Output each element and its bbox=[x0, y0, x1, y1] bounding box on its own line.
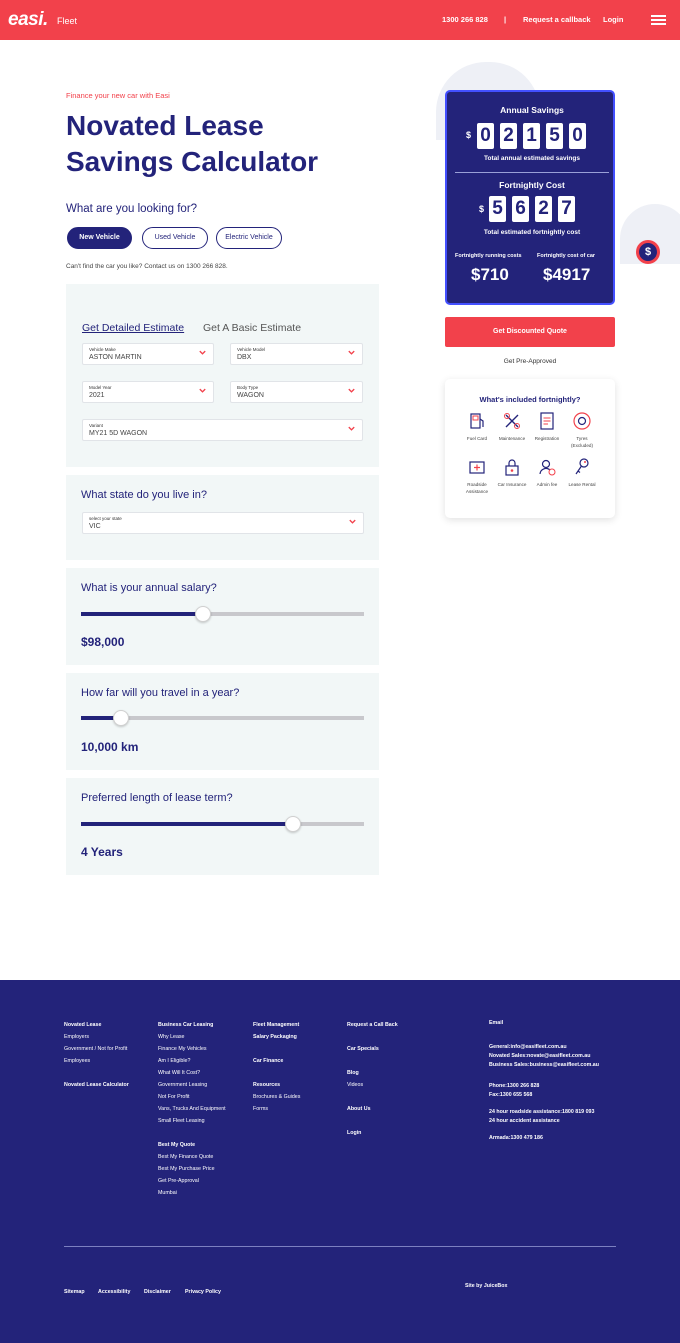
footer-link[interactable]: Vans, Trucks And Equipment bbox=[158, 1106, 226, 1112]
footer-link[interactable]: Employees bbox=[64, 1058, 91, 1064]
body-type-select[interactable] bbox=[230, 381, 363, 403]
footer-link[interactable]: What Will It Cost? bbox=[158, 1070, 201, 1076]
salary-question: What is your annual salary? bbox=[81, 582, 217, 594]
privacy-policy-link[interactable]: Privacy Policy bbox=[185, 1289, 221, 1295]
footer-link[interactable]: Am I Eligible? bbox=[158, 1058, 191, 1064]
field-label: Model Year bbox=[89, 385, 112, 390]
salary-value: $98,000 bbox=[81, 635, 125, 649]
tyre-icon bbox=[572, 411, 592, 431]
item-label: Registration bbox=[534, 436, 560, 441]
footer-link[interactable]: Salary Packaging bbox=[253, 1034, 297, 1040]
field-label: Vehicle Make bbox=[89, 347, 116, 352]
tab-detailed-estimate[interactable]: Get Detailed Estimate bbox=[82, 322, 185, 334]
footer-link[interactable]: Resources bbox=[253, 1082, 281, 1088]
annual-savings-title: Annual Savings bbox=[500, 105, 564, 115]
footer-col-fleet bbox=[253, 1022, 300, 1118]
footer-link[interactable]: Brochures & Guides bbox=[253, 1094, 301, 1100]
footer-link[interactable]: Best My Purchase Price bbox=[158, 1166, 215, 1172]
logo-sub: Fleet bbox=[57, 16, 78, 26]
footer-spacer bbox=[489, 1032, 599, 1044]
disclaimer-link[interactable]: Disclaimer bbox=[144, 1289, 171, 1295]
footer-link[interactable]: Videos bbox=[347, 1082, 364, 1088]
included-item bbox=[495, 457, 529, 488]
fortnight-digit: 5 bbox=[489, 196, 506, 222]
footer-armada[interactable]: Armada:1300 479 186 bbox=[489, 1135, 543, 1141]
field-value: DBX bbox=[237, 354, 252, 361]
footer-link[interactable]: Employers bbox=[64, 1034, 90, 1040]
chevron-down-icon bbox=[347, 424, 356, 433]
included-item bbox=[530, 411, 564, 442]
item-label: Roadside Assistance bbox=[465, 482, 489, 494]
slider-handle[interactable] bbox=[113, 710, 129, 726]
fortnightly-cost-sub: Total estimated fortnightly cost bbox=[483, 229, 581, 236]
footer-col-misc bbox=[347, 1022, 398, 1142]
footer-spacer bbox=[347, 1094, 398, 1106]
dollar-coin-icon[interactable]: $ bbox=[636, 240, 660, 264]
footer-spacer bbox=[253, 1046, 300, 1058]
electric-vehicle-button[interactable]: Electric Vehicle bbox=[216, 227, 282, 249]
footer-link[interactable]: Get Pre-Approval bbox=[158, 1178, 199, 1184]
savings-card bbox=[445, 90, 615, 305]
field-value: MY21 5D WAGON bbox=[89, 430, 148, 437]
footer-email-novated[interactable]: Novated Sales:novate@easifleet.com.au bbox=[489, 1053, 591, 1059]
annual-digit: 0 bbox=[477, 123, 494, 149]
field-label: Body Type bbox=[237, 385, 259, 390]
annual-digit: 2 bbox=[500, 123, 517, 149]
footer-link[interactable]: Request a Call Back bbox=[347, 1022, 398, 1028]
car-cost-value: $4917 bbox=[543, 265, 591, 284]
footer-spacer bbox=[347, 1034, 398, 1046]
included-item bbox=[530, 457, 564, 488]
get-discounted-quote-button[interactable]: Get Discounted Quote bbox=[445, 317, 615, 347]
footer-divider bbox=[64, 1246, 616, 1247]
included-item bbox=[460, 457, 494, 495]
fortnightly-cost-title: Fortnightly Cost bbox=[499, 180, 565, 190]
variant-select[interactable] bbox=[82, 419, 363, 441]
slider-fill bbox=[81, 822, 293, 826]
fortnight-digit: 7 bbox=[558, 196, 575, 222]
item-label: Maintenance bbox=[498, 436, 526, 441]
footer-spacer bbox=[158, 1130, 226, 1142]
get-pre-approved-link[interactable]: Get Pre-Approved bbox=[503, 358, 557, 365]
travel-slider[interactable] bbox=[81, 716, 364, 720]
footer-link[interactable]: Government / Not for Profit bbox=[64, 1046, 128, 1052]
annual-digit: 1 bbox=[523, 123, 540, 149]
footer-col-novated bbox=[64, 1022, 129, 1094]
state-select[interactable] bbox=[82, 512, 364, 534]
footer-link[interactable]: Novated Lease bbox=[64, 1022, 102, 1028]
footer-link[interactable]: Best My Finance Quote bbox=[158, 1154, 214, 1160]
footer-spacer bbox=[64, 1070, 129, 1082]
header-divider: | bbox=[504, 15, 507, 24]
registration-icon bbox=[537, 411, 557, 431]
field-label: Variant bbox=[89, 423, 103, 428]
running-costs-value: $710 bbox=[471, 265, 509, 284]
currency-symbol: $ bbox=[479, 204, 485, 214]
footer-spacer bbox=[253, 1070, 300, 1082]
footer-link[interactable]: Not For Profit bbox=[158, 1094, 190, 1100]
footer-link[interactable]: About Us bbox=[347, 1106, 371, 1112]
lease-rental-key-icon bbox=[572, 457, 592, 477]
footer-link[interactable]: Car Specials bbox=[347, 1046, 379, 1052]
footer-link[interactable]: Novated Lease Calculator bbox=[64, 1082, 129, 1088]
site-credit[interactable]: Site by JuiceBox bbox=[465, 1283, 508, 1289]
contact-note: Can't find the car you like? Contact us on 1300 266 828. bbox=[66, 263, 228, 270]
car-cost-label: Fortnightly cost of car bbox=[537, 253, 596, 259]
field-value: 2021 bbox=[89, 392, 105, 399]
roadside-assistance-icon bbox=[467, 457, 487, 477]
fuel-card-icon bbox=[467, 411, 487, 431]
annual-digit: 5 bbox=[546, 123, 563, 149]
footer-link[interactable]: Best My Quote bbox=[158, 1142, 196, 1148]
footer-col-business bbox=[158, 1022, 226, 1202]
footer-email-general[interactable]: General:info@easifleet.com.au bbox=[489, 1044, 567, 1050]
chevron-down-icon bbox=[348, 517, 357, 526]
footer-fax: Fax:1300 655 568 bbox=[489, 1092, 533, 1098]
footer-spacer bbox=[347, 1058, 398, 1070]
car-insurance-icon bbox=[502, 457, 522, 477]
fortnight-digit: 6 bbox=[512, 196, 529, 222]
footer-col-contact bbox=[489, 1020, 599, 1147]
annual-digit: 0 bbox=[569, 123, 586, 149]
item-label: Lease Rental bbox=[568, 482, 596, 487]
footer-roadside[interactable]: 24 hour roadside assistance:1800 819 093 bbox=[489, 1109, 595, 1115]
accessibility-link[interactable]: Accessibility bbox=[98, 1289, 131, 1295]
footer-link[interactable]: Business Car Leasing bbox=[158, 1022, 214, 1028]
item-label: Admin fee bbox=[536, 482, 558, 487]
footer-link[interactable]: Fleet Management bbox=[253, 1022, 300, 1028]
term-question: Preferred length of lease term? bbox=[81, 792, 233, 804]
site-header bbox=[0, 0, 680, 40]
term-slider[interactable] bbox=[81, 822, 364, 826]
easi-logo[interactable]: easi. bbox=[8, 9, 48, 30]
footer-spacer bbox=[489, 1071, 599, 1083]
item-label: Fuel Card bbox=[466, 436, 488, 441]
fortnight-digit: 2 bbox=[535, 196, 552, 222]
footer-link[interactable]: Forms bbox=[253, 1106, 269, 1112]
item-label: Car Insurance bbox=[497, 482, 527, 487]
admin-fee-icon bbox=[537, 457, 557, 477]
travel-value: 10,000 km bbox=[81, 740, 139, 754]
vehicle-model-select[interactable] bbox=[230, 343, 363, 365]
slider-handle[interactable] bbox=[195, 606, 211, 622]
page-title: Novated Lease Savings Calculator bbox=[66, 110, 319, 177]
currency-symbol: $ bbox=[466, 130, 472, 140]
field-label: Vehicle Model bbox=[237, 347, 266, 352]
tab-basic-estimate[interactable]: Get A Basic Estimate bbox=[203, 322, 302, 334]
included-title: What's included fortnightly? bbox=[479, 395, 581, 404]
slider-fill bbox=[81, 612, 203, 616]
footer-link[interactable]: Car Finance bbox=[253, 1058, 284, 1064]
chevron-down-icon bbox=[198, 386, 207, 395]
footer-spacer bbox=[489, 1101, 599, 1109]
chevron-down-icon bbox=[347, 386, 356, 395]
login-link[interactable]: Login bbox=[603, 15, 624, 24]
used-vehicle-button[interactable]: Used Vehicle bbox=[142, 227, 208, 249]
term-value: 4 Years bbox=[81, 845, 123, 859]
included-card bbox=[445, 379, 615, 518]
salary-slider[interactable] bbox=[81, 612, 364, 616]
footer-spacer bbox=[489, 1127, 599, 1135]
footer-spacer bbox=[347, 1118, 398, 1130]
footer-phone[interactable]: Phone:1300 266 828 bbox=[489, 1083, 540, 1089]
maintenance-icon bbox=[502, 411, 522, 431]
footer-link[interactable]: Government Leasing bbox=[158, 1082, 208, 1088]
footer-link[interactable]: Why Lease bbox=[158, 1034, 185, 1040]
new-vehicle-button[interactable]: New Vehicle bbox=[67, 227, 132, 249]
included-item bbox=[495, 411, 529, 442]
footer-link[interactable]: Login bbox=[347, 1130, 362, 1136]
included-item bbox=[565, 411, 599, 449]
included-item bbox=[460, 411, 494, 442]
model-year-select[interactable] bbox=[82, 381, 214, 403]
field-label: select your state bbox=[89, 516, 122, 521]
footer-link[interactable]: Small Fleet Leasing bbox=[158, 1118, 205, 1124]
footer-link[interactable]: Finance My Vehicles bbox=[158, 1046, 207, 1052]
field-value: WAGON bbox=[237, 392, 264, 399]
annual-savings-sub: Total annual estimated savings bbox=[484, 155, 580, 162]
footer-heading: Email bbox=[489, 1020, 504, 1026]
header-phone-link[interactable]: 1300 266 828 bbox=[442, 15, 488, 24]
item-label: Tyres (Excluded) bbox=[571, 436, 593, 448]
footer-link[interactable]: Mumbai bbox=[158, 1190, 177, 1196]
vehicle-make-select[interactable] bbox=[82, 343, 214, 365]
field-value: VIC bbox=[89, 523, 101, 530]
request-callback-link[interactable]: Request a callback bbox=[523, 15, 591, 24]
included-item bbox=[565, 457, 599, 488]
chevron-down-icon bbox=[347, 348, 356, 357]
menu-icon[interactable] bbox=[651, 15, 666, 25]
eyebrow-text: Finance your new car with Easi bbox=[66, 91, 170, 100]
sitemap-link[interactable]: Sitemap bbox=[64, 1289, 85, 1295]
travel-question: How far will you travel in a year? bbox=[81, 687, 240, 699]
running-costs-label: Fortnightly running costs bbox=[455, 253, 522, 259]
footer-link[interactable]: Blog bbox=[347, 1070, 359, 1076]
footer-email-business[interactable]: Business Sales:business@easifleet.com.au bbox=[489, 1062, 599, 1068]
state-question: What state do you live in? bbox=[81, 489, 207, 501]
looking-question: What are you looking for? bbox=[66, 203, 198, 215]
divider bbox=[455, 172, 609, 173]
chevron-down-icon bbox=[198, 348, 207, 357]
footer-accident: 24 hour accident assistance bbox=[489, 1118, 560, 1124]
field-value: ASTON MARTIN bbox=[89, 354, 142, 361]
